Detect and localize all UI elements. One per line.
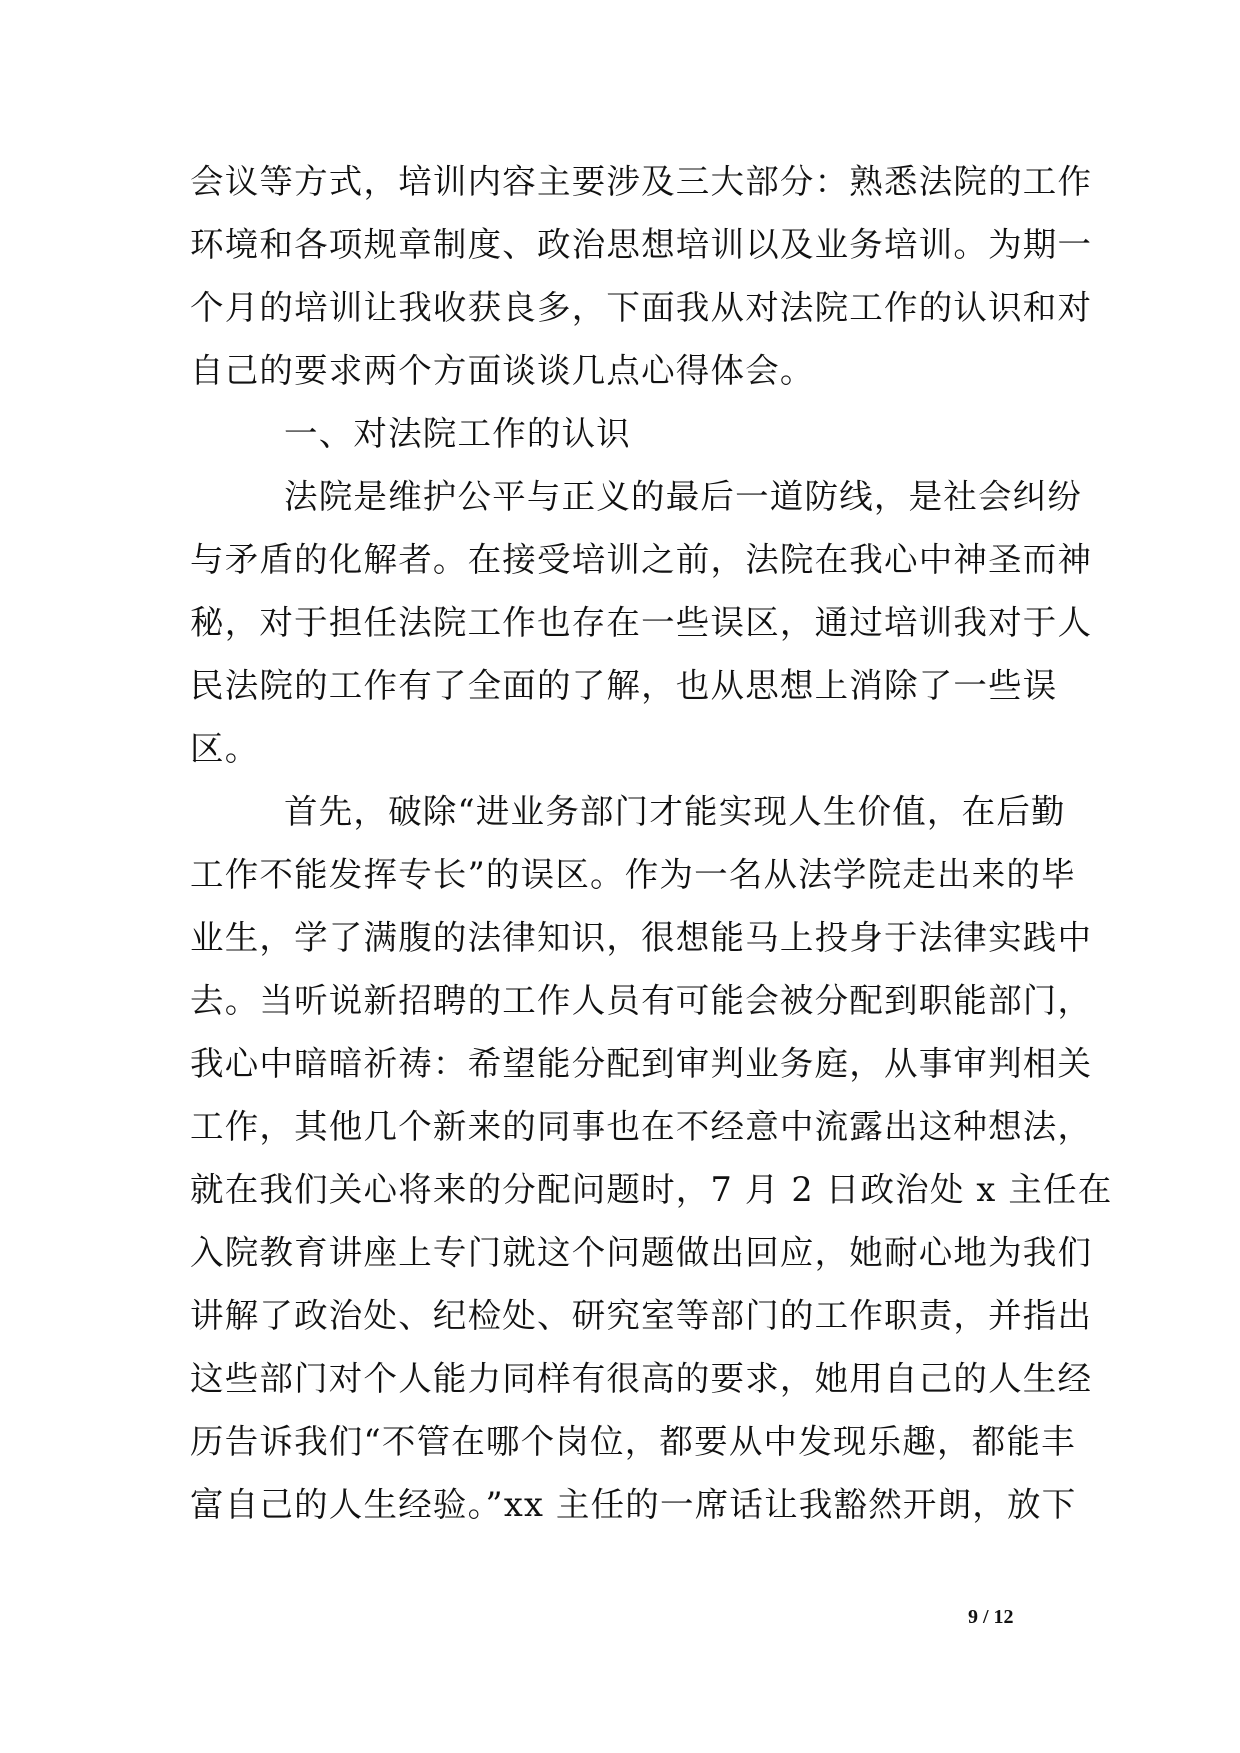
text-line: 讲解了政治处、纪检处、研究室等部门的工作职责，并指出 (190, 1296, 1093, 1335)
text-line: 自己的要求两个方面谈谈几点心得体会。 (190, 351, 815, 390)
text-line: 就在我们关心将来的分配问题时，7 月 2 日政治处 x 主任在 (190, 1170, 1113, 1209)
text-line: 个月的培训让我收获良多，下面我从对法院工作的认识和对 (190, 288, 1093, 327)
text-line: 我心中暗暗祈祷：希望能分配到审判业务庭，从事审判相关 (190, 1044, 1093, 1083)
text-line: 工作不能发挥专长”的误区。作为一名从法学院走出来的毕 (190, 855, 1076, 894)
text-line: 首先，破除“进业务部门才能实现人生价值，在后勤 (284, 792, 1066, 831)
text-line: 这些部门对个人能力同样有很高的要求，她用自己的人生经 (190, 1359, 1093, 1398)
text-line: 入院教育讲座上专门就这个问题做出回应，她耐心地为我们 (190, 1233, 1093, 1272)
text-line: 业生，学了满腹的法律知识，很想能马上投身于法律实践中 (190, 918, 1093, 957)
text-line: 去。当听说新招聘的工作人员有可能会被分配到职能部门， (190, 981, 1093, 1020)
text-line: 富自己的人生经验。”xx 主任的一席话让我豁然开朗，放下 (190, 1485, 1077, 1524)
text-line: 会议等方式，培训内容主要涉及三大部分：熟悉法院的工作 (190, 162, 1093, 201)
page-number: 9 / 12 (968, 1606, 1014, 1628)
text-line: 法院是维护公平与正义的最后一道防线，是社会纠纷 (284, 477, 1083, 516)
text-line: 秘，对于担任法院工作也存在一些误区，通过培训我对于人 (190, 603, 1093, 642)
text-line: 历告诉我们“不管在哪个岗位，都要从中发现乐趣，都能丰 (190, 1422, 1076, 1461)
text-line: 工作，其他几个新来的同事也在不经意中流露出这种想法， (190, 1107, 1093, 1146)
text-line: 环境和各项规章制度、政治思想培训以及业务培训。为期一 (190, 225, 1093, 264)
document-body (190, 150, 1113, 1536)
section-heading: 一、对法院工作的认识 (284, 414, 631, 453)
text-line: 民法院的工作有了全面的了解，也从思想上消除了一些误 (190, 666, 1058, 705)
text-line: 区。 (190, 729, 260, 768)
text-line: 与矛盾的化解者。在接受培训之前，法院在我心中神圣而神 (190, 540, 1093, 579)
